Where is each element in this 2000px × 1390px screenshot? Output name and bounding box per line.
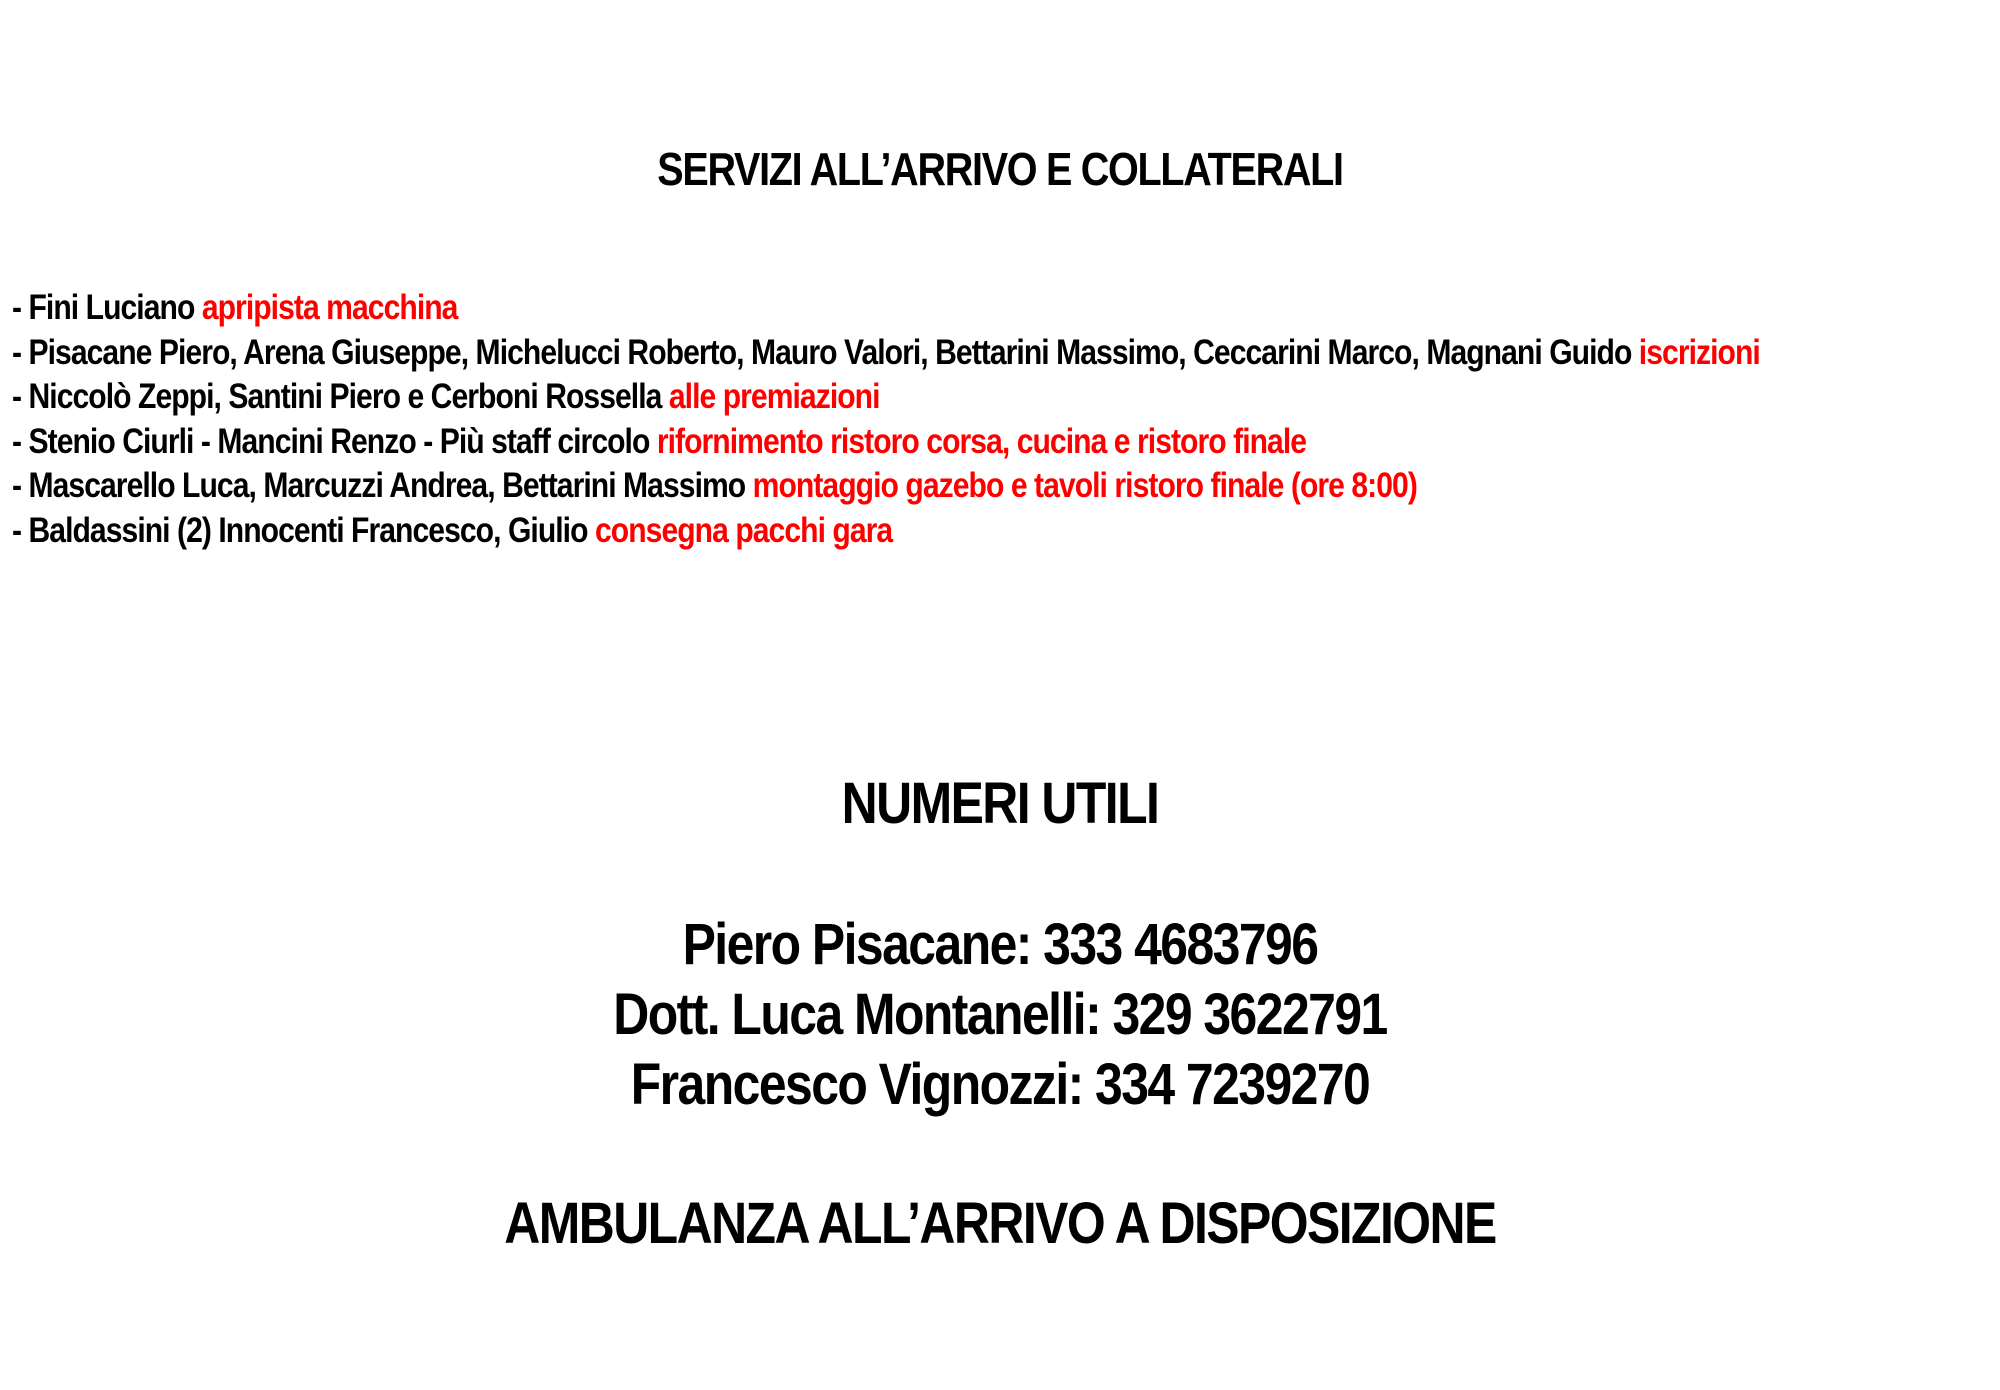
staff-names: - Stenio Ciurli - Mancini Renzo - Più staff circolo <box>12 421 657 461</box>
services-list <box>12 286 2000 553</box>
list-item <box>12 420 1760 465</box>
contact-line: Francesco Vignozzi: 334 7239270 <box>630 1052 1370 1117</box>
list-item <box>12 509 1760 554</box>
staff-role: iscrizioni <box>1638 332 1760 372</box>
list-item <box>12 286 1760 331</box>
services-title: SERVIZI ALL’ARRIVO E COLLATERALI <box>657 143 1343 195</box>
staff-role: apripista macchina <box>201 288 458 327</box>
staff-names: - Baldassini (2) Innocenti Francesco, Giulio <box>12 510 595 550</box>
staff-role: rifornimento ristoro corsa, cucina e ristoro finale <box>656 421 1307 461</box>
list-item <box>12 375 1760 420</box>
staff-names: - Mascarello Luca, Marcuzzi Andrea, Bettarini Massimo <box>12 466 753 505</box>
list-item <box>12 464 1760 509</box>
staff-role: alle premiazioni <box>668 377 880 416</box>
contact-line: Dott. Luca Montanelli: 329 3622791 <box>613 982 1387 1047</box>
list-item <box>12 331 1760 376</box>
contacts-list <box>0 910 2000 1120</box>
contact-line: Piero Pisacane: 333 4683796 <box>682 912 1318 977</box>
staff-names: - Fini Luciano <box>12 288 202 327</box>
staff-names: - Niccolò Zeppi, Santini Piero e Cerboni Rossella <box>12 377 669 416</box>
staff-role: consegna pacchi gara <box>594 510 893 550</box>
staff-names: - Pisacane Piero, Arena Giuseppe, Michelucci Roberto, Mauro Valori, Bettarini Massimo, Ceccarini Marco, Magnani Guido <box>12 332 1639 372</box>
staff-role: montaggio gazebo e tavoli ristoro finale (ore 8:00) <box>752 466 1417 505</box>
ambulance-notice: AMBULANZA ALL’ARRIVO A DISPOSIZIONE <box>504 1191 1496 1256</box>
useful-numbers-title: NUMERI UTILI <box>841 771 1159 836</box>
